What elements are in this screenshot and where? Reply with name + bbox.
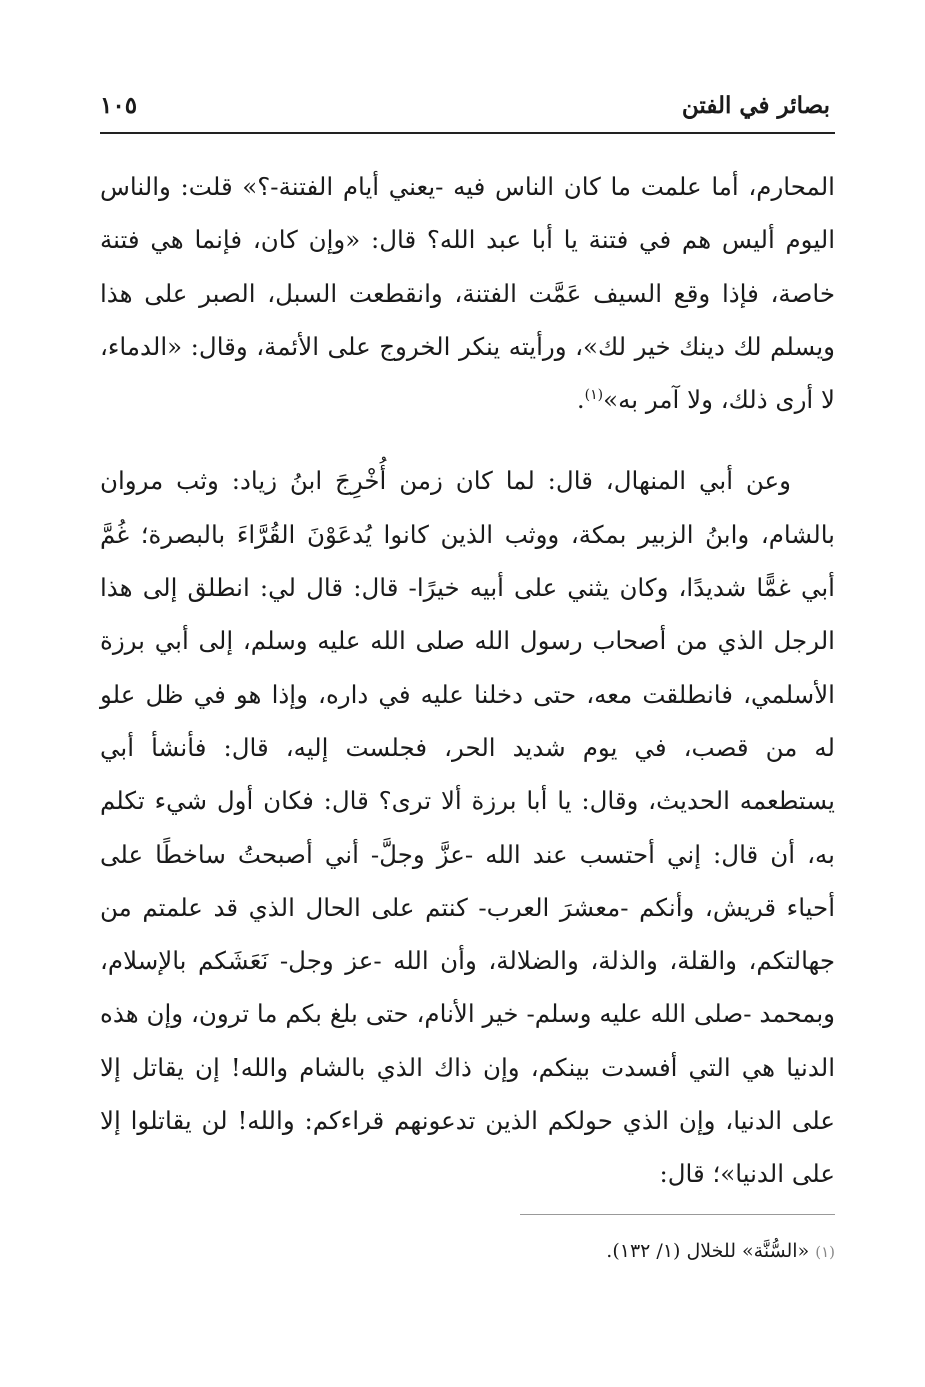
paragraph-2: وعن أبي المنهال، قال: لما كان زمن أُخْرِجَ ابنُ زياد: وثب مروان بالشام، وابنُ الزبير بمكة، ووثب الذين كانوا يُدعَوْنَ القُرَّاءَ بالبصرة؛ غُمَّ أبي غمًّا شديدًا، وكان يثني على أبيه خيرًا- قال: قال لي: انطلق إلى هذا الرجل الذي من أصحاب رسول الله صلى الله عليه وسلم، إلى أبي برزة الأسلمي، فانطلقت معه، حتى دخلنا عليه في داره، وإذا هو في ظل علو له من قصب، في يوم شديد الحر، فجلست إليه، قال: فأنشأ أبي يستطعمه الحديث، وقال: يا أبا برزة ألا ترى؟ قال: فكان أول شيء تكلم به، أن قال: إني أحتسب عند الله -عزَّ وجلَّ- أني أصبحتُ ساخطًا على أحياء قريش، وأنكم -معشرَ العرب- كنتم على الحال الذي قد علمتم من جهالتكم، والقلة، والذلة، والضلالة، وأن الله -عز وجل- نَعَشَكم بالإسلام، وبمحمد -صلى الله عليه وسلم- خير الأنام، حتى بلغ بكم ما ترون، وإن هذه الدنيا هي التي أفسدت بينكم، وإن ذاك الذي بالشام والله! إن يقاتل إلا على الدنيا، وإن الذي حولكم الذين تدعونهم قراءكم: والله! لن يقاتلوا إلا على الدنيا»؛ قال: bbox=[100, 466, 835, 1189]
paragraph-1-end: . bbox=[576, 385, 585, 415]
paragraph-1 bbox=[100, 160, 835, 426]
footnote-text: «السُّنَّة» للخلال (١/ ١٣٢). bbox=[606, 1240, 810, 1262]
footnote-marker: (١) bbox=[815, 1243, 835, 1261]
footnote-1 bbox=[100, 1236, 835, 1267]
paragraph-1-text: المحارم، أما علمت ما كان الناس فيه -يعني أيام الفتنة-؟» قلت: والناس اليوم أليس هم في فتنة يا أبا عبد الله؟ قال: «وإن كان، فإنما هي فتنة خاصة، فإذا وقع السيف عَمَّت الفتنة، وانقطعت السبل، الصبر على هذا ويسلم لك دينك خير لك»، ورأيته ينكر الخروج على الأئمة، وقال: «الدماء، لا أرى ذلك، ولا آمر به» bbox=[100, 172, 835, 415]
running-title: بصائر في الفتن bbox=[681, 92, 830, 119]
page-header bbox=[100, 92, 830, 132]
footnote-reference: (١) bbox=[584, 387, 604, 404]
header-divider bbox=[100, 132, 835, 134]
page-number: ١٠٥ bbox=[100, 92, 138, 119]
footnote-divider bbox=[520, 1214, 835, 1215]
main-text bbox=[100, 160, 835, 1201]
